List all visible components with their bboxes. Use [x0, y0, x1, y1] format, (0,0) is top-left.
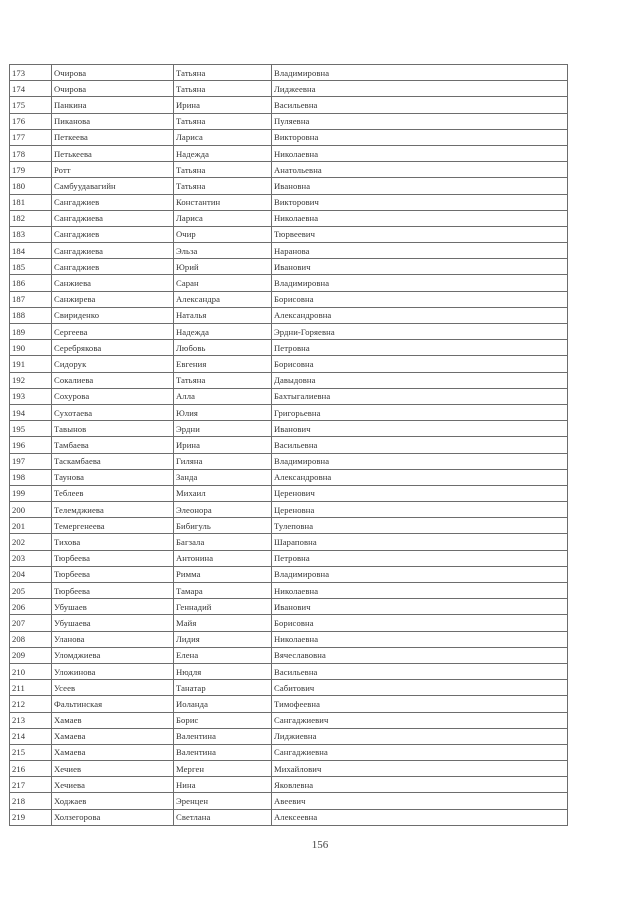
- given-name-cell: Эрдни: [174, 421, 272, 437]
- patronymic-cell: Церенович: [272, 485, 568, 501]
- given-name-cell: Татьяна: [174, 162, 272, 178]
- table-row: [10, 81, 568, 97]
- row-number-cell: 187: [10, 291, 52, 307]
- given-name-cell: Надежда: [174, 324, 272, 340]
- table-row: [10, 194, 568, 210]
- patronymic-cell: Владимировна: [272, 275, 568, 291]
- given-name-cell: Эльза: [174, 243, 272, 259]
- patronymic-cell: Борисовна: [272, 356, 568, 372]
- surname-cell: Санжиева: [52, 275, 174, 291]
- row-number-cell: 190: [10, 340, 52, 356]
- given-name-cell: Светлана: [174, 809, 272, 825]
- table-row: [10, 761, 568, 777]
- patronymic-cell: Викторовна: [272, 129, 568, 145]
- table-row: [10, 113, 568, 129]
- surname-cell: Хамаева: [52, 728, 174, 744]
- given-name-cell: Римма: [174, 566, 272, 582]
- row-number-cell: 215: [10, 744, 52, 760]
- patronymic-cell: Григорьевна: [272, 404, 568, 420]
- given-name-cell: Нюдля: [174, 663, 272, 679]
- surname-cell: Хечиев: [52, 761, 174, 777]
- row-number-cell: 179: [10, 162, 52, 178]
- row-number-cell: 204: [10, 566, 52, 582]
- surname-cell: Убушаева: [52, 615, 174, 631]
- table-row: [10, 65, 568, 81]
- patronymic-cell: Михайлович: [272, 761, 568, 777]
- surname-cell: Свириденко: [52, 307, 174, 323]
- surname-cell: Телемджиева: [52, 502, 174, 518]
- row-number-cell: 206: [10, 599, 52, 615]
- given-name-cell: Ирина: [174, 97, 272, 113]
- patronymic-cell: Владимировна: [272, 453, 568, 469]
- surname-cell: Сангаджиев: [52, 194, 174, 210]
- table-row: [10, 421, 568, 437]
- row-number-cell: 173: [10, 65, 52, 81]
- given-name-cell: Тамара: [174, 583, 272, 599]
- given-name-cell: Иоланда: [174, 696, 272, 712]
- patronymic-cell: Тимофеевна: [272, 696, 568, 712]
- patronymic-cell: Васильевна: [272, 663, 568, 679]
- table-row: [10, 275, 568, 291]
- surname-cell: Ходжаев: [52, 793, 174, 809]
- given-name-cell: Александра: [174, 291, 272, 307]
- patronymic-cell: Борисовна: [272, 291, 568, 307]
- row-number-cell: 199: [10, 485, 52, 501]
- surname-cell: Уломджиева: [52, 647, 174, 663]
- patronymic-cell: Иванович: [272, 259, 568, 275]
- patronymic-cell: Петровна: [272, 340, 568, 356]
- row-number-cell: 183: [10, 226, 52, 242]
- table-row: [10, 259, 568, 275]
- table-row: [10, 777, 568, 793]
- patronymic-cell: Вячеславовна: [272, 647, 568, 663]
- table-row: [10, 809, 568, 825]
- surname-cell: Усеев: [52, 680, 174, 696]
- patronymic-cell: Викторович: [272, 194, 568, 210]
- given-name-cell: Татьяна: [174, 65, 272, 81]
- given-name-cell: Лариса: [174, 210, 272, 226]
- table-row: [10, 469, 568, 485]
- surname-cell: Сергеева: [52, 324, 174, 340]
- row-number-cell: 185: [10, 259, 52, 275]
- surname-cell: Фальтинская: [52, 696, 174, 712]
- row-number-cell: 192: [10, 372, 52, 388]
- given-name-cell: Багзала: [174, 534, 272, 550]
- table-row: [10, 599, 568, 615]
- given-name-cell: Валентина: [174, 728, 272, 744]
- table-row: [10, 340, 568, 356]
- table-row: [10, 712, 568, 728]
- table-row: [10, 356, 568, 372]
- row-number-cell: 216: [10, 761, 52, 777]
- patronymic-cell: Тюрвеевич: [272, 226, 568, 242]
- table-row: [10, 680, 568, 696]
- patronymic-cell: Алексеевна: [272, 809, 568, 825]
- given-name-cell: Борис: [174, 712, 272, 728]
- table-row: [10, 453, 568, 469]
- given-name-cell: Татьяна: [174, 178, 272, 194]
- row-number-cell: 210: [10, 663, 52, 679]
- row-number-cell: 188: [10, 307, 52, 323]
- patronymic-cell: Николаевна: [272, 210, 568, 226]
- given-name-cell: Геннадий: [174, 599, 272, 615]
- surname-cell: Тюрбеева: [52, 550, 174, 566]
- given-name-cell: Любовь: [174, 340, 272, 356]
- surname-cell: Убушаев: [52, 599, 174, 615]
- row-number-cell: 195: [10, 421, 52, 437]
- given-name-cell: Елена: [174, 647, 272, 663]
- table-row: [10, 566, 568, 582]
- table-row: [10, 145, 568, 161]
- given-name-cell: Михаил: [174, 485, 272, 501]
- given-name-cell: Майя: [174, 615, 272, 631]
- table-row: [10, 518, 568, 534]
- patronymic-cell: Авеевич: [272, 793, 568, 809]
- row-number-cell: 211: [10, 680, 52, 696]
- table-row: [10, 647, 568, 663]
- surname-cell: Сангаджиев: [52, 226, 174, 242]
- row-number-cell: 198: [10, 469, 52, 485]
- patronymic-cell: Сабитович: [272, 680, 568, 696]
- row-number-cell: 208: [10, 631, 52, 647]
- row-number-cell: 214: [10, 728, 52, 744]
- row-number-cell: 175: [10, 97, 52, 113]
- table-row: [10, 615, 568, 631]
- patronymic-cell: Николаевна: [272, 631, 568, 647]
- patronymic-cell: Бахтыгалиевна: [272, 388, 568, 404]
- row-number-cell: 219: [10, 809, 52, 825]
- given-name-cell: Саран: [174, 275, 272, 291]
- patronymic-cell: Сангаджиевна: [272, 744, 568, 760]
- table-row: [10, 243, 568, 259]
- given-name-cell: Юрий: [174, 259, 272, 275]
- given-name-cell: Надежда: [174, 145, 272, 161]
- patronymic-cell: Александровна: [272, 307, 568, 323]
- table-row: [10, 502, 568, 518]
- patronymic-cell: Борисовна: [272, 615, 568, 631]
- table-row: [10, 728, 568, 744]
- table-row: [10, 210, 568, 226]
- row-number-cell: 181: [10, 194, 52, 210]
- patronymic-cell: Ивановна: [272, 178, 568, 194]
- given-name-cell: Татьяна: [174, 81, 272, 97]
- patronymic-cell: Яковлевна: [272, 777, 568, 793]
- patronymic-cell: Пуляевна: [272, 113, 568, 129]
- patronymic-cell: Иванович: [272, 421, 568, 437]
- surname-cell: Тюрбеева: [52, 566, 174, 582]
- surname-cell: Уланова: [52, 631, 174, 647]
- row-number-cell: 197: [10, 453, 52, 469]
- given-name-cell: Гиляна: [174, 453, 272, 469]
- row-number-cell: 186: [10, 275, 52, 291]
- patronymic-cell: Николаевна: [272, 145, 568, 161]
- surname-cell: Петкеева: [52, 129, 174, 145]
- table-row: [10, 226, 568, 242]
- given-name-cell: Валентина: [174, 744, 272, 760]
- patronymic-cell: Эрдни-Горяевна: [272, 324, 568, 340]
- surname-cell: Серебрякова: [52, 340, 174, 356]
- given-name-cell: Нина: [174, 777, 272, 793]
- table-row: [10, 129, 568, 145]
- given-name-cell: Танатар: [174, 680, 272, 696]
- surname-cell: Темергенеева: [52, 518, 174, 534]
- given-name-cell: Татьяна: [174, 372, 272, 388]
- row-number-cell: 212: [10, 696, 52, 712]
- surname-cell: Таунова: [52, 469, 174, 485]
- given-name-cell: Антонина: [174, 550, 272, 566]
- row-number-cell: 194: [10, 404, 52, 420]
- surname-cell: Сухотаева: [52, 404, 174, 420]
- names-table: [9, 64, 568, 826]
- surname-cell: Сангаджиева: [52, 210, 174, 226]
- row-number-cell: 178: [10, 145, 52, 161]
- table-row: [10, 178, 568, 194]
- row-number-cell: 207: [10, 615, 52, 631]
- table-row: [10, 485, 568, 501]
- table-row: [10, 307, 568, 323]
- patronymic-cell: Сангаджиевич: [272, 712, 568, 728]
- row-number-cell: 180: [10, 178, 52, 194]
- surname-cell: Сокалиева: [52, 372, 174, 388]
- given-name-cell: Татьяна: [174, 113, 272, 129]
- given-name-cell: Алла: [174, 388, 272, 404]
- table-row: [10, 696, 568, 712]
- table-row: [10, 404, 568, 420]
- given-name-cell: Элеонора: [174, 502, 272, 518]
- surname-cell: Хамаев: [52, 712, 174, 728]
- surname-cell: Пиканова: [52, 113, 174, 129]
- row-number-cell: 205: [10, 583, 52, 599]
- row-number-cell: 217: [10, 777, 52, 793]
- patronymic-cell: Давыдовна: [272, 372, 568, 388]
- row-number-cell: 193: [10, 388, 52, 404]
- row-number-cell: 203: [10, 550, 52, 566]
- surname-cell: Сидорук: [52, 356, 174, 372]
- table-row: [10, 583, 568, 599]
- row-number-cell: 200: [10, 502, 52, 518]
- row-number-cell: 191: [10, 356, 52, 372]
- surname-cell: Таскамбаева: [52, 453, 174, 469]
- surname-cell: Очирова: [52, 81, 174, 97]
- given-name-cell: Евгения: [174, 356, 272, 372]
- row-number-cell: 184: [10, 243, 52, 259]
- surname-cell: Очирова: [52, 65, 174, 81]
- table-row: [10, 437, 568, 453]
- table-row: [10, 663, 568, 679]
- surname-cell: Холзегорова: [52, 809, 174, 825]
- surname-cell: Сангаджиева: [52, 243, 174, 259]
- surname-cell: Санжирева: [52, 291, 174, 307]
- patronymic-cell: Иванович: [272, 599, 568, 615]
- surname-cell: Тюрбеева: [52, 583, 174, 599]
- given-name-cell: Ирина: [174, 437, 272, 453]
- given-name-cell: Константин: [174, 194, 272, 210]
- row-number-cell: 213: [10, 712, 52, 728]
- table-row: [10, 793, 568, 809]
- surname-cell: Самбуудавагийн: [52, 178, 174, 194]
- given-name-cell: Бибигуль: [174, 518, 272, 534]
- surname-cell: Сохурова: [52, 388, 174, 404]
- surname-cell: Тавынов: [52, 421, 174, 437]
- names-table-body: [10, 65, 568, 826]
- table-row: [10, 291, 568, 307]
- row-number-cell: 196: [10, 437, 52, 453]
- patronymic-cell: Лиджеевна: [272, 81, 568, 97]
- patronymic-cell: Васильевна: [272, 97, 568, 113]
- given-name-cell: Мерген: [174, 761, 272, 777]
- row-number-cell: 202: [10, 534, 52, 550]
- row-number-cell: 189: [10, 324, 52, 340]
- given-name-cell: Занда: [174, 469, 272, 485]
- surname-cell: Тамбаева: [52, 437, 174, 453]
- surname-cell: Тихова: [52, 534, 174, 550]
- given-name-cell: Эренцен: [174, 793, 272, 809]
- table-row: [10, 324, 568, 340]
- patronymic-cell: Васильевна: [272, 437, 568, 453]
- table-row: [10, 550, 568, 566]
- given-name-cell: Юлия: [174, 404, 272, 420]
- table-row: [10, 534, 568, 550]
- patronymic-cell: Шараповна: [272, 534, 568, 550]
- patronymic-cell: Анатольевна: [272, 162, 568, 178]
- given-name-cell: Лариса: [174, 129, 272, 145]
- given-name-cell: Наталья: [174, 307, 272, 323]
- surname-cell: Ротт: [52, 162, 174, 178]
- surname-cell: Хечиева: [52, 777, 174, 793]
- row-number-cell: 201: [10, 518, 52, 534]
- table-row: [10, 372, 568, 388]
- patronymic-cell: Лиджиевна: [272, 728, 568, 744]
- row-number-cell: 218: [10, 793, 52, 809]
- table-row: [10, 744, 568, 760]
- patronymic-cell: Цереновна: [272, 502, 568, 518]
- table-row: [10, 388, 568, 404]
- page-number: 156: [311, 839, 329, 851]
- surname-cell: Сангаджиев: [52, 259, 174, 275]
- row-number-cell: 177: [10, 129, 52, 145]
- surname-cell: Теблеев: [52, 485, 174, 501]
- patronymic-cell: Владимировна: [272, 65, 568, 81]
- row-number-cell: 176: [10, 113, 52, 129]
- surname-cell: Панкина: [52, 97, 174, 113]
- given-name-cell: Лидия: [174, 631, 272, 647]
- row-number-cell: 174: [10, 81, 52, 97]
- row-number-cell: 182: [10, 210, 52, 226]
- row-number-cell: 209: [10, 647, 52, 663]
- patronymic-cell: Петровна: [272, 550, 568, 566]
- patronymic-cell: Тулеповна: [272, 518, 568, 534]
- patronymic-cell: Николаевна: [272, 583, 568, 599]
- table-row: [10, 97, 568, 113]
- surname-cell: Хамаева: [52, 744, 174, 760]
- given-name-cell: Очир: [174, 226, 272, 242]
- table-row: [10, 631, 568, 647]
- table-row: [10, 162, 568, 178]
- surname-cell: Уложинова: [52, 663, 174, 679]
- patronymic-cell: Владимировна: [272, 566, 568, 582]
- patronymic-cell: Наранова: [272, 243, 568, 259]
- surname-cell: Петькеева: [52, 145, 174, 161]
- patronymic-cell: Александровна: [272, 469, 568, 485]
